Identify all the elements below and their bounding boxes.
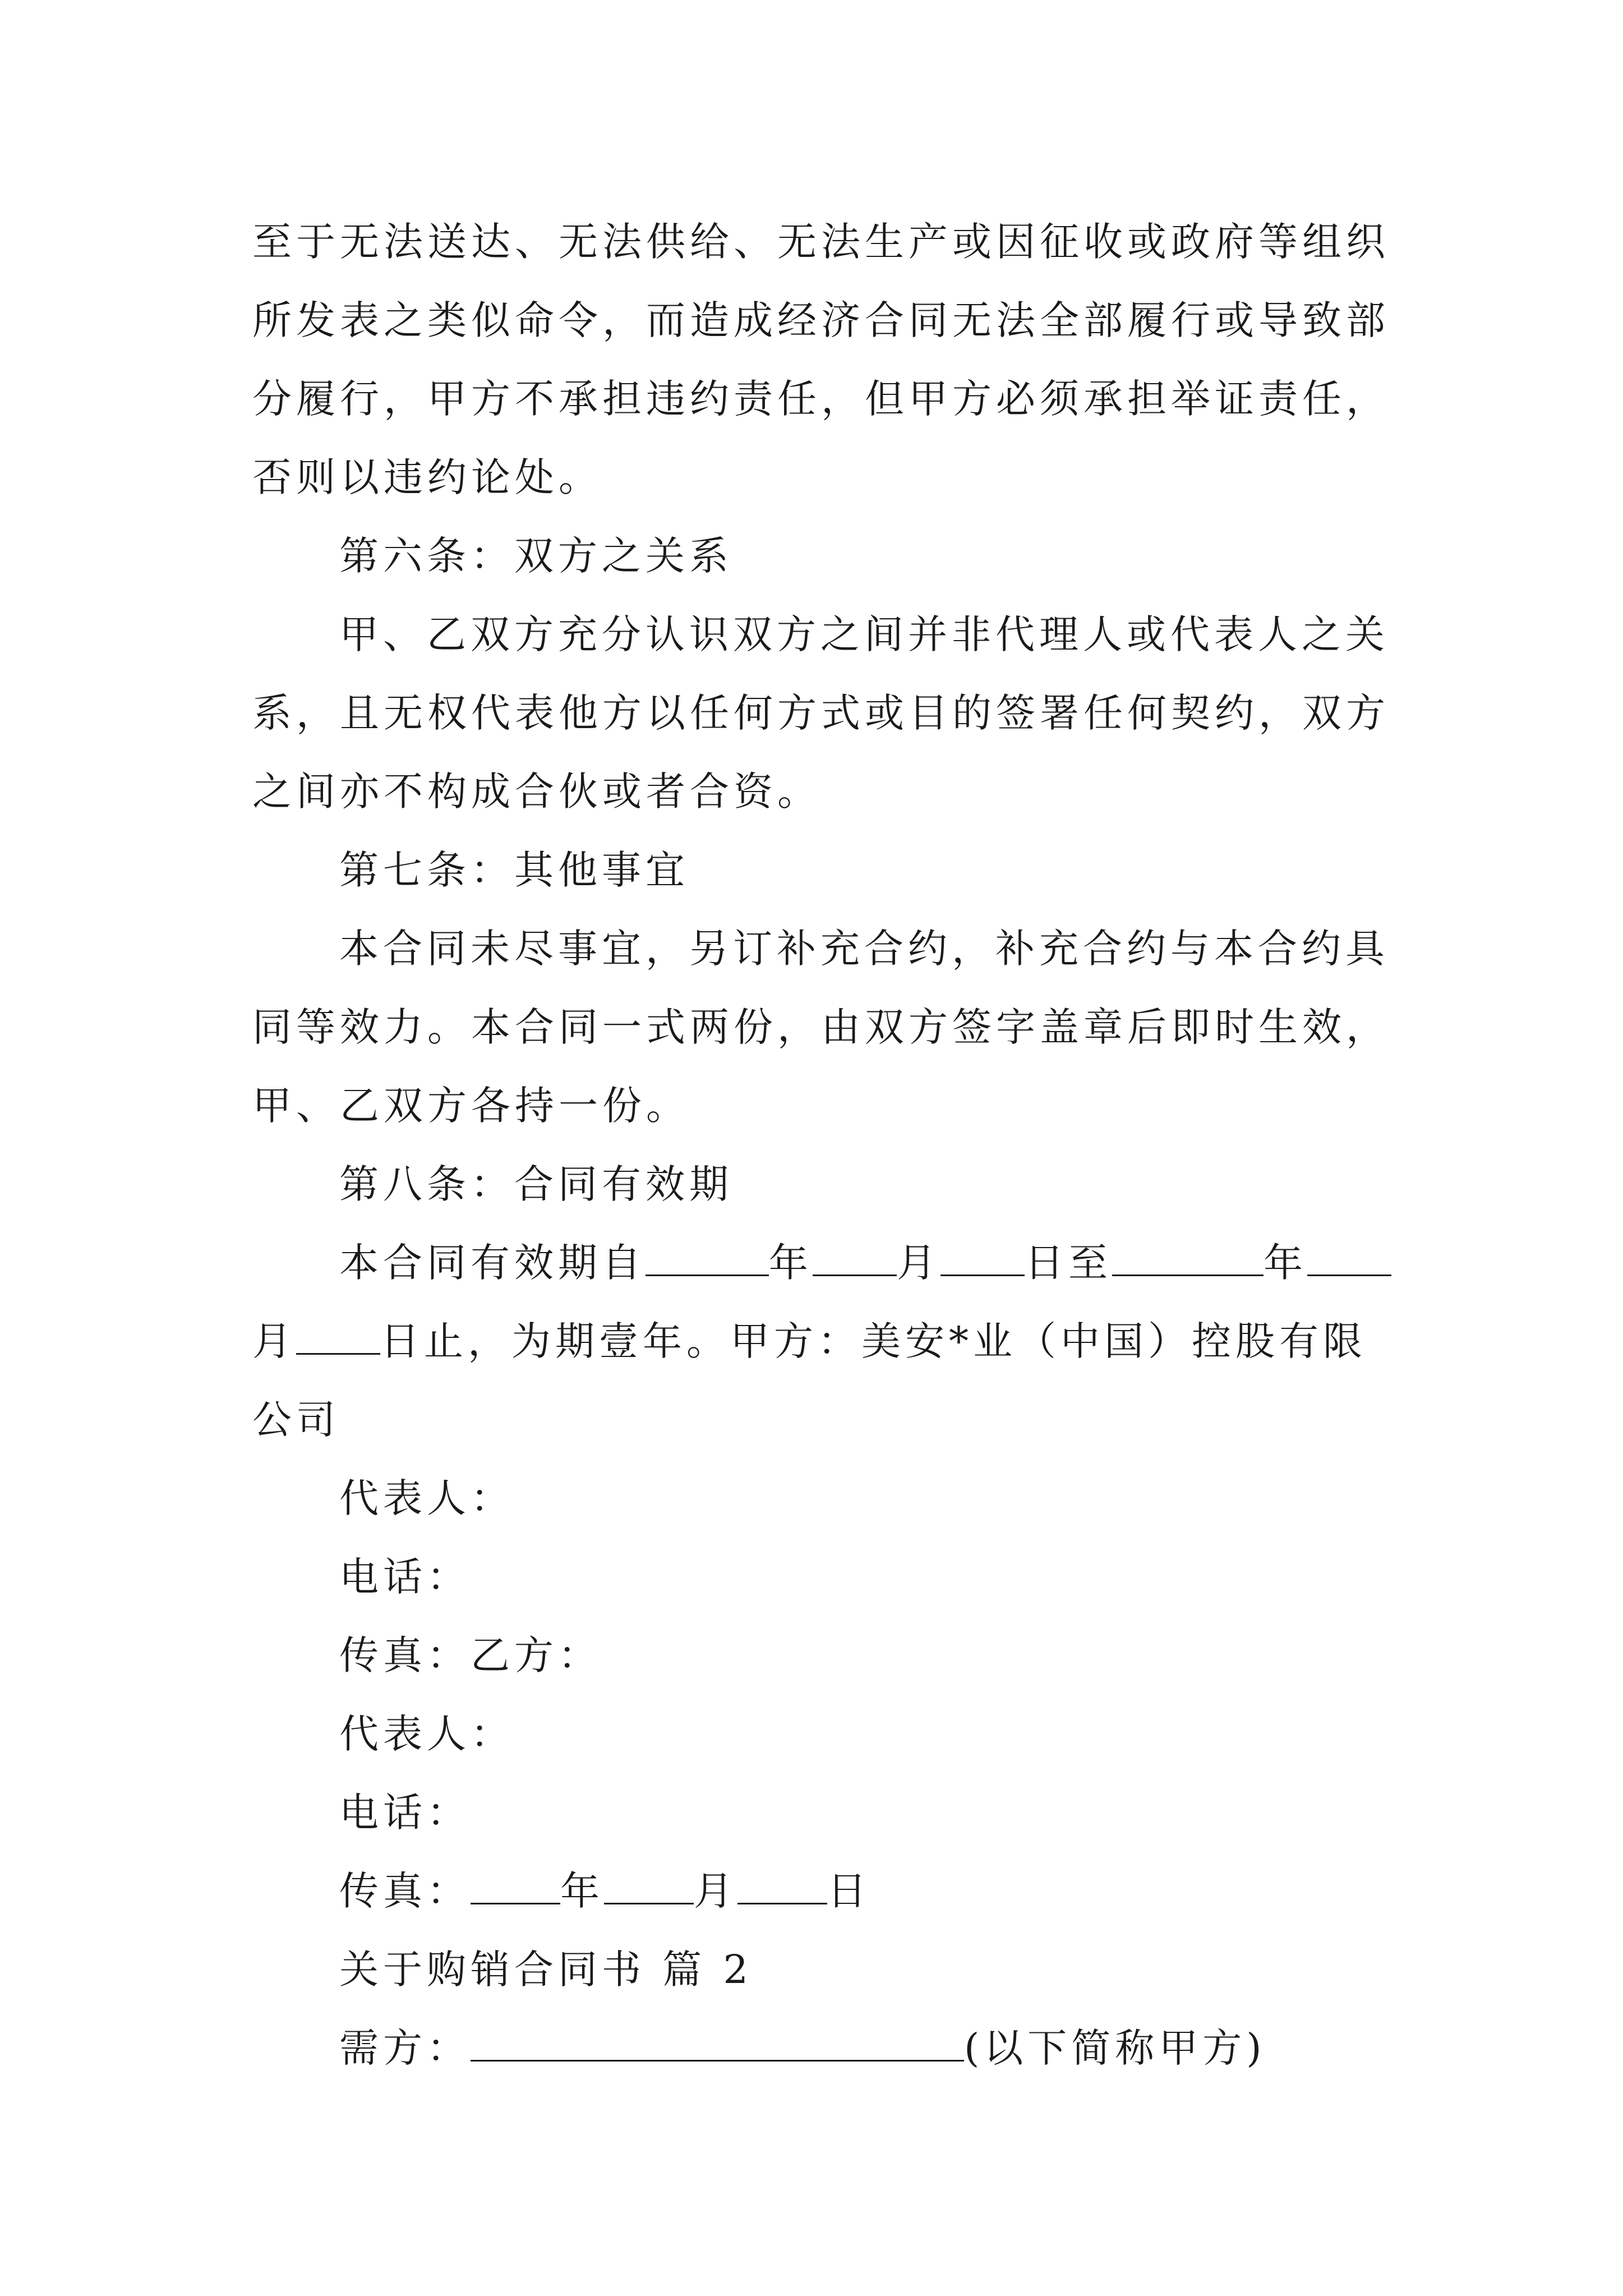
day-blank[interactable] bbox=[296, 1318, 380, 1355]
year-label: 年 bbox=[560, 1868, 604, 1914]
month-blank[interactable] bbox=[1307, 1240, 1391, 1276]
month-label: 月 bbox=[694, 1868, 737, 1914]
paragraph-line: 至于无法送达、无法供给、无法生产或因征收或政府等组织 bbox=[252, 219, 1390, 265]
buyer-line bbox=[339, 2020, 1489, 2076]
paragraph-line: 系，且无权代表他方以任何方式或目的签署任何契约，双方 bbox=[252, 690, 1390, 736]
buyer-label: 需方： bbox=[339, 2025, 471, 2071]
article-heading: 第八条：合同有效期 bbox=[339, 1161, 733, 1207]
paragraph-line: 甲、乙双方各持一份。 bbox=[252, 1083, 690, 1129]
year-blank[interactable] bbox=[645, 1240, 769, 1276]
validity-rest: 日止，为期壹年。甲方：美安*业（中国）控股有限 bbox=[380, 1318, 1367, 1364]
validity-line-2 bbox=[252, 1313, 1402, 1369]
day-label: 日 bbox=[827, 1868, 871, 1914]
year-label: 年 bbox=[769, 1240, 813, 1286]
buyer-name-blank[interactable] bbox=[471, 2025, 964, 2062]
party-b-phone: 电话： bbox=[339, 1789, 471, 1835]
paragraph-line: 本合同未尽事宜，另订补充合约，补充合约与本合约具 bbox=[339, 926, 1389, 972]
paragraph-line: 同等效力。本合同一式两份，由双方签字盖章后即时生效， bbox=[252, 1004, 1390, 1050]
month-blank[interactable] bbox=[604, 1868, 694, 1904]
month-label: 月 bbox=[252, 1318, 296, 1364]
party-b-fax-date bbox=[339, 1863, 1489, 1919]
validity-line bbox=[339, 1235, 1489, 1291]
party-a-rep: 代表人： bbox=[339, 1475, 514, 1521]
party-b-rep: 代表人： bbox=[339, 1711, 514, 1757]
paragraph-line: 之间亦不构成合伙或者合资。 bbox=[252, 769, 821, 815]
paragraph-line: 所发表之类似命令，而造成经济合同无法全部履行或导致部 bbox=[252, 297, 1390, 343]
day-blank[interactable] bbox=[940, 1240, 1025, 1276]
day-blank[interactable] bbox=[737, 1868, 827, 1904]
article-heading: 第六条：双方之关系 bbox=[339, 533, 733, 579]
validity-prefix: 本合同有效期自 bbox=[339, 1240, 645, 1286]
party-a-fax: 传真：乙方： bbox=[339, 1632, 602, 1678]
party-a-phone: 电话： bbox=[339, 1554, 471, 1600]
fax-label: 传真： bbox=[339, 1868, 471, 1914]
month-blank[interactable] bbox=[813, 1240, 897, 1276]
company-tail: 公司 bbox=[252, 1397, 340, 1443]
paragraph-line: 否则以违约论处。 bbox=[252, 454, 602, 500]
day-label: 日至 bbox=[1025, 1240, 1112, 1286]
year-blank[interactable] bbox=[1112, 1240, 1264, 1276]
month-label: 月 bbox=[897, 1240, 940, 1286]
section-title: 关于购销合同书 篇 2 bbox=[339, 1947, 753, 1993]
year-label: 年 bbox=[1264, 1240, 1307, 1286]
buyer-suffix: (以下简称甲方) bbox=[964, 2025, 1266, 2071]
paragraph-line: 甲、乙双方充分认识双方之间并非代理人或代表人之关 bbox=[339, 611, 1389, 657]
article-heading: 第七条：其他事宜 bbox=[339, 847, 689, 893]
paragraph-line: 分履行，甲方不承担违约责任，但甲方必须承担举证责任， bbox=[252, 376, 1390, 422]
year-blank[interactable] bbox=[471, 1868, 560, 1904]
